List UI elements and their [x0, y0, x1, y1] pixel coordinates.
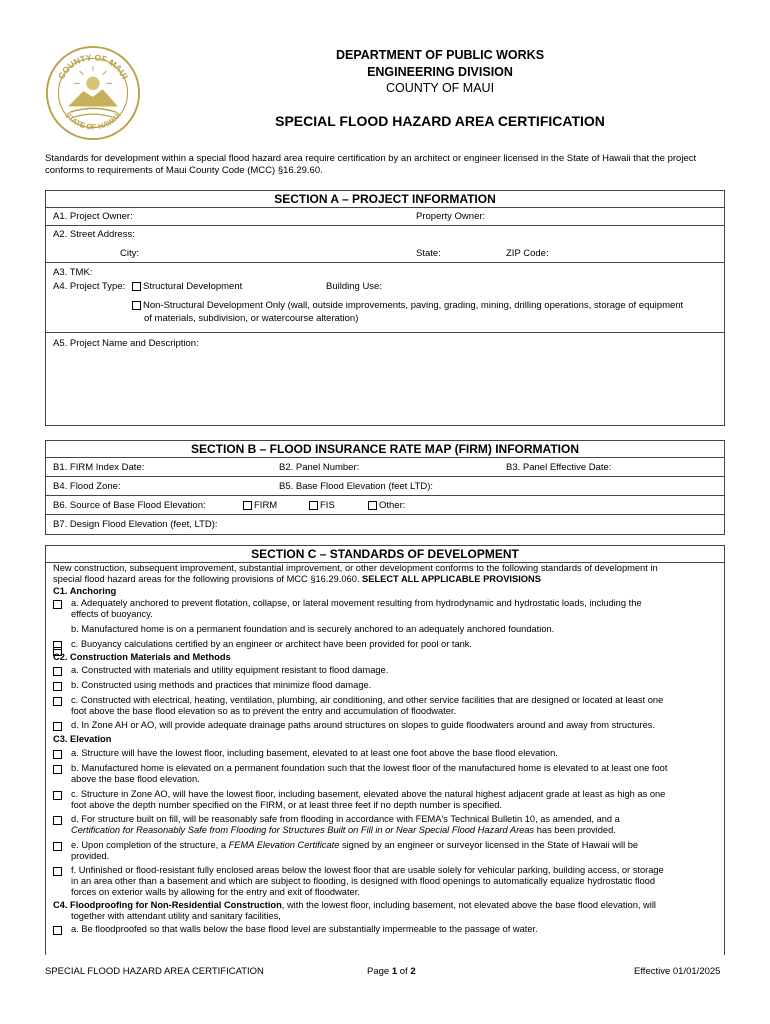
- svg-text:COUNTY OF MAUI: COUNTY OF MAUI: [56, 52, 131, 81]
- county-seal-logo: [45, 45, 141, 141]
- department-name: DEPARTMENT OF PUBLIC WORKS: [335, 48, 545, 62]
- firm-label: FIRM: [254, 500, 278, 511]
- a4-label: A4. Project Type:: [53, 281, 126, 292]
- structural-label: Structural Development: [143, 281, 243, 292]
- section-b: [45, 440, 725, 535]
- c3f-text-cont1: in an area other than a basement and which are subject to flooding, is designed with flood openings to automatically equalize hydrostatic flood: [71, 876, 656, 886]
- section-c: [45, 545, 725, 955]
- c3d-text: d. For structure built on fill, will be reasonably safe from flooding in accordance with FEMA's Technical Bulletin 10, as amended, and a: [71, 814, 620, 824]
- intro-text: Standards for development within a special flood hazard area require certification by an architect or engineer licensed in the State of Hawaii that the project conforms to requirements of Maui County Code (MCC) §16.29.60.: [45, 153, 697, 176]
- c3b-checkbox[interactable]: [53, 765, 62, 774]
- c3e-checkbox[interactable]: [53, 842, 62, 851]
- c3d-checkbox[interactable]: [53, 816, 62, 825]
- c3a-checkbox[interactable]: [53, 750, 62, 759]
- b3-label: B3. Panel Effective Date:: [506, 462, 612, 473]
- c3e-text: e. Upon completion of the structure, a: [71, 840, 229, 850]
- form-title: SPECIAL FLOOD HAZARD AREA CERTIFICATION: [275, 113, 605, 129]
- section-c-title: SECTION C – STANDARDS OF DEVELOPMENT: [46, 546, 724, 563]
- c1c-checkbox[interactable]: [53, 641, 62, 650]
- zip-label: ZIP Code:: [506, 248, 549, 259]
- footer-page-number: [367, 966, 416, 977]
- page-prefix: Page: [367, 966, 392, 977]
- c3-heading: C3. Elevation: [53, 734, 112, 744]
- c3e-text-mid: signed by an engineer or surveyor licensed in the State of Hawaii will be: [339, 840, 639, 850]
- section-c-body: [46, 563, 724, 955]
- c3c-text: c. Structure in Zone AO, will have the lowest floor, including basement, elevated above the natural highest adjacent grade at least as high as one: [71, 789, 666, 799]
- other-checkbox[interactable]: [368, 501, 377, 510]
- building-use-label: Building Use:: [326, 281, 382, 292]
- a5-label: A5. Project Name and Description:: [53, 338, 199, 349]
- c4a-checkbox[interactable]: [53, 926, 62, 935]
- c2a-text: a. Constructed with materials and utility equipment resistant to flood damage.: [71, 665, 389, 675]
- c3e-text-cont: provided.: [71, 851, 110, 861]
- page-of: of: [397, 966, 411, 977]
- c1c-text: c. Buoyancy calculations certified by an engineer or architect have been provided for pool or tank.: [71, 639, 473, 649]
- c2a-checkbox[interactable]: [53, 667, 62, 676]
- c1a-text-cont: effects of buoyancy.: [71, 609, 153, 619]
- c2b-checkbox[interactable]: [53, 682, 62, 691]
- c1-heading: C1. Anchoring: [53, 586, 117, 596]
- footer-effective-date: Effective 01/01/2025: [634, 966, 721, 977]
- division-name: ENGINEERING DIVISION: [367, 65, 513, 79]
- c2-heading: C2. Construction Materials and Methods: [53, 652, 231, 662]
- state-label: State:: [416, 248, 441, 259]
- b7-label: B7. Design Flood Elevation (feet, LTD):: [53, 519, 218, 530]
- b5-label: B5. Base Flood Elevation (feet LTD):: [279, 481, 434, 492]
- c2c-text-cont: foot above the base flood elevation so as to prevent the entry and accumulation of floodwater.: [71, 706, 457, 716]
- page-current: 1: [391, 966, 398, 977]
- c1a-checkbox[interactable]: [53, 600, 62, 609]
- section-a: [45, 190, 725, 426]
- county-name: COUNTY OF MAUI: [385, 81, 495, 95]
- page-total: 2: [410, 966, 416, 977]
- c3f-text: f. Unfinished or flood-resistant fully enclosed areas below the lowest floor that are usable solely for vehicular parking, building access, or storage: [71, 865, 664, 875]
- nonstructural-label: Non-Structural Development Only (wall, outside improvements, paving, grading, mining, drilling operations, storage of equipment: [143, 300, 684, 311]
- property-owner-label: Property Owner:: [416, 211, 486, 222]
- c3a-text: a. Structure will have the lowest floor, including basement, elevated to at least one foot above the base flood elevation.: [71, 748, 558, 758]
- nonstructural-label-cont: of materials, subdivision, or watercourse alteration): [144, 313, 359, 324]
- c4-text: , with the lowest floor, including basement, not elevated above the base flood elevation, will: [281, 900, 656, 910]
- c1a-text: a. Adequately anchored to prevent flotation, collapse, or lateral movement resulting from hydrodynamic and hydrostatic loads, including the: [71, 598, 642, 608]
- c4-heading: C4. Floodproofing for Non-Residential Construction: [53, 900, 282, 910]
- firm-checkbox[interactable]: [243, 501, 252, 510]
- c3b-text: b. Manufactured home is elevated on a permanent foundation such that the lowest floor of the manufactured home is elevated to at least one foot: [71, 763, 668, 773]
- c2b-text: b. Constructed using methods and practices that minimize flood damage.: [71, 680, 372, 690]
- c3f-checkbox[interactable]: [53, 867, 62, 876]
- c3e-certificate-title: FEMA Elevation Certificate: [228, 840, 340, 850]
- b1-label: B1. FIRM Index Date:: [53, 462, 145, 473]
- c2d-checkbox[interactable]: [53, 722, 62, 731]
- c2c-checkbox[interactable]: [53, 697, 62, 706]
- c3d-text-cont: has been provided.: [534, 825, 616, 835]
- section-a-title: SECTION A – PROJECT INFORMATION: [46, 191, 724, 208]
- city-label: City:: [120, 248, 139, 259]
- b6-label: B6. Source of Base Flood Elevation:: [53, 500, 206, 511]
- c3f-text-cont2: forces on exterior walls by allowing for the entry and exit of floodwater.: [71, 887, 360, 897]
- c3c-checkbox[interactable]: [53, 791, 62, 800]
- c3d-certification-title: Certification for Reasonably Safe from Flooding for Structures Built on Fill in or Near Special Flood Hazard Areas: [71, 825, 535, 835]
- other-label: Other:: [379, 500, 406, 511]
- section-c-intro-2: special flood hazard areas for the following provisions of MCC §16.29.060.: [53, 574, 360, 584]
- section-b-title: SECTION B – FLOOD INSURANCE RATE MAP (FIRM) INFORMATION: [46, 441, 724, 458]
- section-c-intro-1: New construction, subsequent improvement, substantial improvement, or other development conforms to the following standards of development in: [53, 563, 658, 573]
- fis-label: FIS: [320, 500, 335, 511]
- structural-checkbox[interactable]: [132, 282, 141, 291]
- a3-label: A3. TMK:: [53, 267, 93, 278]
- fis-checkbox[interactable]: [309, 501, 318, 510]
- b4-label: B4. Flood Zone:: [53, 481, 121, 492]
- select-all-note: SELECT ALL APPLICABLE PROVISIONS: [362, 574, 541, 584]
- c3c-text-cont: foot above the depth number specified on the FIRM, or at least three feet if no depth number is specified.: [71, 800, 503, 810]
- a2-label: A2. Street Address:: [53, 229, 135, 240]
- c1b-text: b. Manufactured home is on a permanent foundation and is securely anchored to an adequately anchored foundation.: [71, 624, 555, 634]
- c4a-text: a. Be floodproofed so that walls below the base flood level are substantially impermeable to the passage of water.: [71, 924, 538, 934]
- c2d-text: d. In Zone AH or AO, will provide adequate drainage paths around structures on slopes to guide floodwaters around and away from structures.: [71, 720, 655, 730]
- svg-text:STATE OF HAWAII: STATE OF HAWAII: [63, 110, 123, 132]
- c3b-text-cont: above the base flood elevation.: [71, 774, 200, 784]
- c4-text-cont: together with attendant utility and sanitary facilities,: [71, 911, 281, 921]
- footer-form-name: SPECIAL FLOOD HAZARD AREA CERTIFICATION: [45, 966, 264, 977]
- b2-label: B2. Panel Number:: [279, 462, 360, 473]
- nonstructural-checkbox[interactable]: [132, 301, 141, 310]
- c2c-text: c. Constructed with electrical, heating, ventilation, plumbing, air conditioning, and other service facilities that are designed or located at least one: [71, 695, 664, 705]
- a1-label: A1. Project Owner:: [53, 211, 133, 222]
